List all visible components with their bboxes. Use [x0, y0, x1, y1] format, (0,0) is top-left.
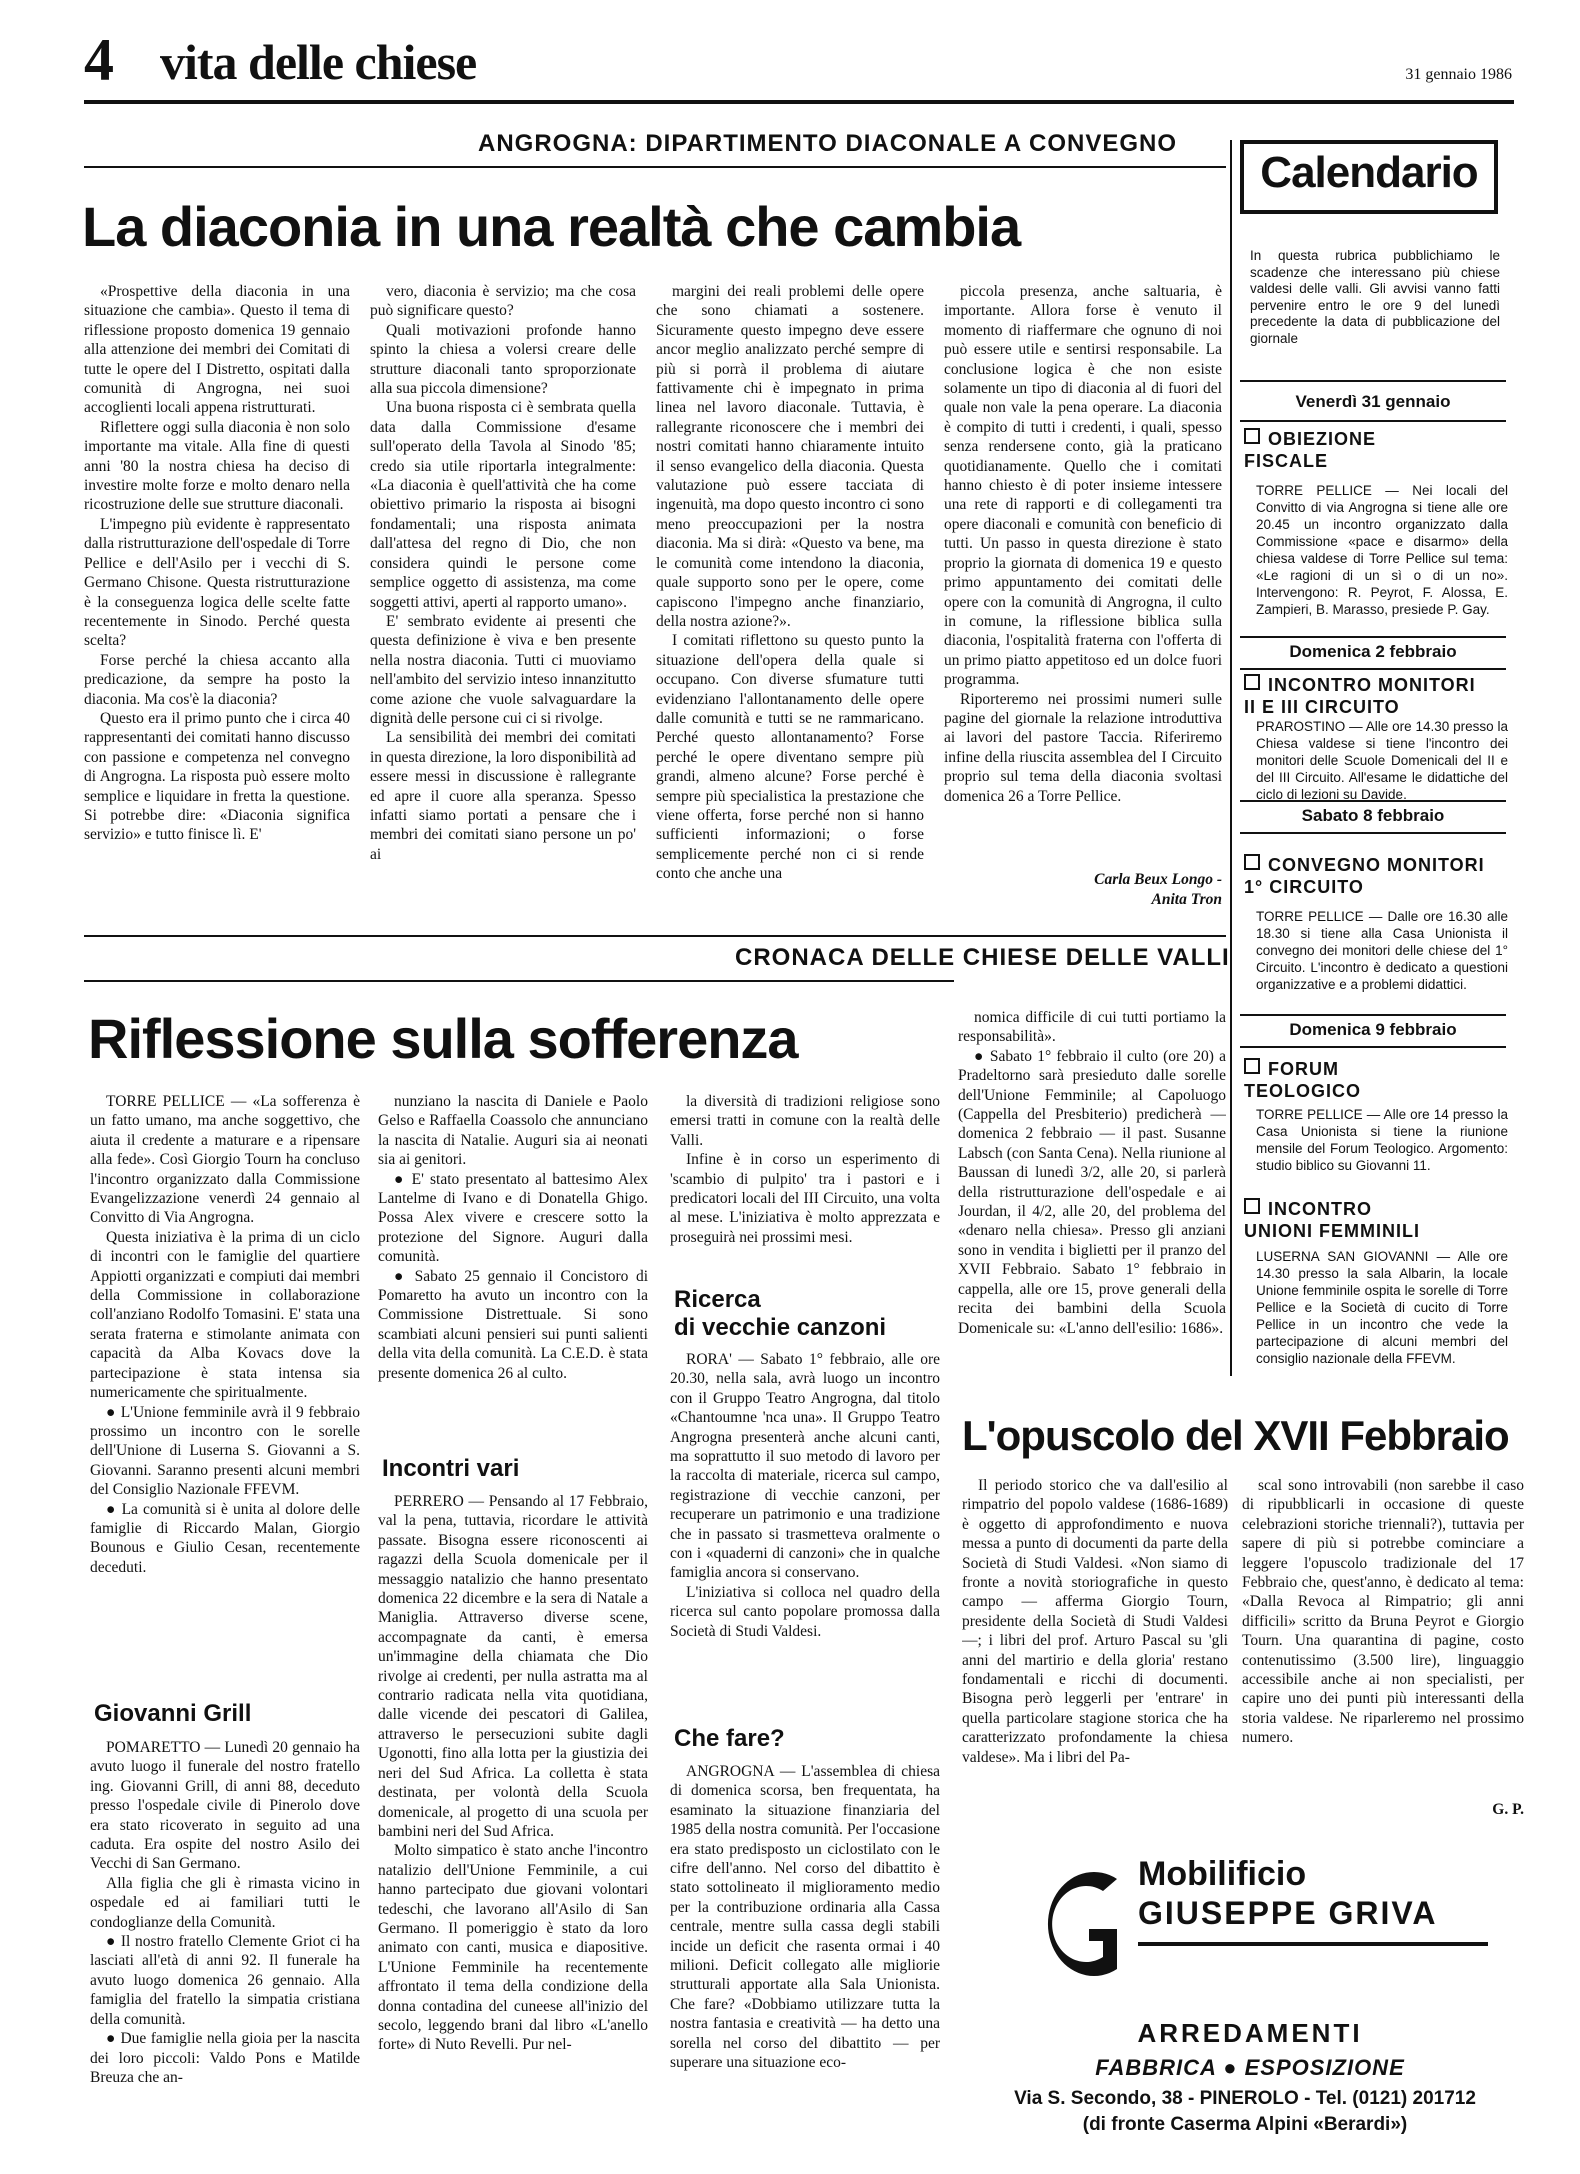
article3-col2	[1242, 1476, 1524, 1796]
paragraph: ● L'Unione femminile avrà il 9 febbraio prossimo un incontro con le sorelle dell'Unione di Luserna S. Giovanni a S. Giovanni. Saranno presenti alcuni membri del Consiglio Nazionale FFEVM.	[90, 1403, 360, 1499]
calendar-event	[1244, 428, 1506, 472]
article2-col3a	[670, 1092, 940, 1284]
calendar-intro-rule	[1240, 380, 1506, 382]
paragraph: Riporteremo nei prossimi numeri sulle pagine del giornale la relazione introduttiva ai lavori del pastore Taccia. Riferiremo infine della riuscita assemblea del I Circuito proprio sul tema della diaconia svoltasi domenica 26 a Torre Pellice.	[944, 690, 1222, 805]
ad-address: Via S. Secondo, 38 - PINEROLO - Tel. (0121) 201712	[1014, 2088, 1476, 2109]
article2-col4a	[958, 1008, 1226, 1378]
paragraph: L'iniziativa si colloca nel quadro della ricerca sul canto popolare promossa dalla Società di Studi Valdesi.	[670, 1583, 940, 1640]
paragraph: Questa iniziativa è la prima di un ciclo di incontri con le famiglie del quartiere Appiotti organizzati e compiuti dai membri della Commissione in collaborazione coll'anziano Rodolfo Tomasini. E' stata una serata fraterna e stimolante animata con capacità da Alba Kovacs dove la partecipazione è stata intensa sia numericamente che spiritualmente.	[90, 1228, 360, 1402]
article1-col3	[656, 282, 924, 922]
calendar-event-text: TORRE PELLICE — Alle ore 14 presso la Casa Unionista si tiene la riunione mensile del Forum Teologico. Argomento: studio biblico su Giovanni 11.	[1256, 1107, 1508, 1173]
paragraph: piccola presenza, anche saltuaria, è importante. Allora forse è venuto il momento di riaffermare che ognuno di noi può essere utile e sentirsi responsabile. La conclusione logica è che non esiste solamente un tipo di diaconia al di fuori del quale non vale la pena operare. La diaconia è compito di tutti i credenti, i quali, spesso senza rendersene conto, già la praticano quotidianamente. Quello che i comitati hanno chiesto è di poter insieme intessere una rete di rapporti e di collegamenti tra opere diaconali e comunità con beneficio di tutti. Un passo in questa direzione è stato proprio la giornata di domenica 19 e questo primo appuntamento dei comitati delle opere con la comunità di Angrogna, il culto in comune, la riflessione biblica sulla diaconia, l'ospitalità fraterna con l'offerta di un primo piatto appetitoso ed un dolce fuori programma.	[944, 283, 1222, 689]
calendar-day-rule	[1240, 1014, 1506, 1016]
checkbox-icon	[1244, 428, 1260, 444]
calendar-day-rule	[1240, 1046, 1506, 1048]
ad-line1: ARREDAMENTI	[1137, 2018, 1363, 2048]
paragraph: ● Due famiglie nella gioia per la nascita dei loro piccoli: Valdo Pons e Matilde Breuza che an-	[90, 2030, 360, 2086]
paragraph: nomica difficile di cui tutti portiamo la responsabilità».	[958, 1009, 1226, 1046]
calendar-event	[1244, 1198, 1506, 1242]
paragraph: Questo era il primo punto che i circa 40 rappresentanti dei comitati hanno discusso con passione e competenza nel convegno di Angrogna. La risposta può essere molto semplice e liquidare in fretta la questione. Si potrebbe dire: «Diaconia significa servizio» e tutto finisce lì. E'	[84, 709, 350, 844]
paragraph: La sensibilità dei membri dei comitati in questa direzione, la loro disponibilità ad essere messi in discussione è rallegrante ed apre il cuore alla speranza. Spesso infatti siamo portati a pensare che i membri dei comitati siano persone un po' ai	[370, 729, 636, 863]
article3-col1-text	[962, 1476, 1228, 1767]
article1-col4	[944, 282, 1222, 872]
paragraph: Una buona risposta ci è sembrata quella data dalla Commissione d'esame sull'operato della Tavola al Sinodo '85; credo sia utile riportarla integralmente: «La diaconia è quell'attività che ha come obiettivo primario la risposta ai bisogni fondamentali; una risposta animata dall'attesa del regno di Dio, che non considera quindi le persone come semplice oggetto di assistenza, ma come soggetti attivi, aperti al rapporto umano».	[370, 399, 636, 611]
calendar-day: Domenica 2 febbraio	[1289, 642, 1457, 661]
paragraph: ● E' stato presentato al battesimo Alex Lantelme di Ivano e di Donatella Ghigo. Possa Alex vivere e crescere sotto la protezione del Signore. Auguri dalla comunità.	[378, 1170, 648, 1266]
calendar-intro: In questa rubrica pubblichiamo le scadenze che interessano più chiese valdesi delle valli. Gli avvisi vanno fatti pervenire entro le ore 9 del lunedì precedente la data di pubblicazione del giornale	[1250, 248, 1500, 346]
ad-line2: FABBRICA ● ESPOSIZIONE	[1095, 2055, 1405, 2080]
paragraph: Riflettere oggi sulla diaconia è non solo importante ma vitale. Alla fine di questi anni '80 la nostra chiesa ha deciso di investire molte forze e molto denaro nella ricostruzione delle sue strutture diaconali.	[84, 418, 350, 514]
article2-col1b	[90, 1738, 360, 2148]
article2-col3c-text	[670, 1762, 940, 2073]
subhead-incontri-vari: Incontri vari	[382, 1455, 520, 1482]
calendar-day-rule	[1240, 420, 1506, 422]
calendar-event-title: OBIEZIONE FISCALE	[1244, 429, 1377, 471]
article2-col3b-text	[670, 1350, 940, 1641]
calendar-day-rule	[1240, 832, 1506, 834]
checkbox-icon	[1244, 1198, 1260, 1214]
paragraph: vero, diaconia è servizio; ma che cosa può significare questo?	[370, 283, 636, 320]
calendar-event-text: TORRE PELLICE — Nei locali del Convitto di via Angrogna si tiene alle ore 20.45 un incontro organizzato dalla Commissione «pace e disarmo» della chiesa valdese di Torre Pellice sul tema: «Le ragioni di un sì o di un no». Intervengono: R. Peyrot, F. Alossa, E. Zampieri, B. Marasso, presiede P. Gay.	[1256, 483, 1508, 617]
article2-col3b	[670, 1350, 940, 1722]
calendar-event	[1244, 1058, 1506, 1102]
calendar-event-title: INCONTRO UNIONI FEMMINILI	[1244, 1199, 1420, 1241]
calendar-event-text: TORRE PELLICE — Dalle ore 16.30 alle 18.30 si tiene alla Casa Unionista il convegno dei monitori delle chiese del 1° Circuito. L'incontro è dedicato a questioni organizzative e a problemi didattici.	[1256, 909, 1508, 992]
article2-headline: Riflessione sulla sofferenza	[88, 1007, 798, 1070]
paragraph: TORRE PELLICE — «La sofferenza è un fatto umano, ma anche soggettivo, che aiuta il credente a maturare e a ripensare alla fede». Così Giorgio Tourn ha concluso l'incontro organizzato dalla Commissione Evangelizzazione venerdì 24 gennaio al Convitto di Via Angrogna.	[90, 1093, 360, 1227]
paragraph: Alla figlia che gli è rimasta vicino in ospedale ed ai familiari tutti le condoglianze della Comunità.	[90, 1874, 360, 1931]
calendar-rule	[1230, 140, 1232, 1376]
article1-headline: La diaconia in una realtà che cambia	[82, 195, 1021, 258]
article1-col2-text	[370, 282, 636, 864]
article1-col2	[370, 282, 636, 922]
article2-col1b-text	[90, 1738, 360, 2087]
article2-col3a-text	[670, 1092, 940, 1247]
paragraph: Forse perché la chiesa accanto alla predicazione, da sempre ha posto la diaconia. Ma cos'è la diaconia?	[84, 651, 350, 708]
paragraph: Infine è in corso un esperimento di 'scambio di pulpito' tra i pastori e i predicatori locali del III Circuito, una volta al mese. L'iniziativa è molto apprezzata e proseguirà nei prossimi mesi.	[670, 1151, 940, 1246]
paragraph: ● La comunità si è unita al dolore delle famiglie di Riccardo Malan, Giorgio Bounous e Giulio Cesan, recentemente deceduti.	[90, 1500, 360, 1576]
paragraph: nunziano la nascita di Daniele e Paolo Gelso e Raffaella Coassolo che annunciano la nascita di Natalie. Auguri sia ai neonati sia ai genitori.	[378, 1093, 648, 1169]
article3-signature: G. P.	[1492, 1801, 1524, 1818]
calendar-day-rule	[1240, 668, 1506, 670]
calendar-event-title: CONVEGNO MONITORI 1° CIRCUITO	[1244, 855, 1485, 897]
paragraph: Quali motivazioni profonde hanno spinto la chiesa a volersi creare delle strutture diaconali tanto sproporzionate alla sua piccola dimensione?	[370, 321, 636, 398]
article3-col2-text	[1242, 1476, 1524, 1748]
calendar-day: Venerdì 31 gennaio	[1295, 392, 1451, 411]
article1-col4-text	[944, 282, 1222, 806]
article2-col2a-text	[378, 1092, 648, 1383]
calendar-day-rule	[1240, 636, 1506, 638]
paragraph: «Prospettive della diaconia in una situazione che cambia». Questo il tema di riflessione proposto domenica 19 gennaio alla attenzione dei membri dei Comitati di tutte le opere del I Distretto, ospitati dalla comunità di Angrogna, nei suoi accoglienti locali appena ristrutturati.	[84, 283, 350, 417]
subhead-ricerca: Ricerca di vecchie canzoni	[674, 1286, 887, 1341]
kicker2-rule	[84, 980, 954, 982]
article1-col3-text	[656, 282, 924, 884]
article2-col2b	[378, 1492, 648, 2148]
article3-headline: L'opuscolo del XVII Febbraio	[962, 1412, 1509, 1459]
ad-brand-rule	[1138, 1942, 1488, 1946]
ad-brand-line2: GIUSEPPE GRIVA	[1138, 1895, 1438, 1931]
calendar-day-rule	[1240, 800, 1506, 802]
checkbox-icon	[1244, 1058, 1260, 1074]
paragraph: margini dei reali problemi delle opere che sono chiamati a sostenere. Sicuramente questo impegno deve essere ancor meglio analizzato perché sempre di più si porrà il problema di aiutare fattivamente chi è impegnato in prima linea nel lavoro diaconale. Tuttavia, è rallegrante riconoscere che i membri dei nostri comitati hanno chiaramente intuito il senso evangelico della diaconia. Questa valutazione può essere tacciata di ingenuità, ma dopo questo incontro ci sono meno preoccupazioni per la nostra diaconia. Ma si dirà: «Questo va bene, ma le comunità come intendono la diaconia, quale supporto sono per le opere, come capiscono l'impegno anche finanziario, della nostra azione?».	[656, 283, 924, 630]
article3-col1	[962, 1476, 1228, 1822]
section-title: vita delle chiese	[160, 34, 477, 90]
article2-kicker: CRONACA DELLE CHIESE DELLE VALLI	[735, 944, 1230, 971]
paragraph: ● Sabato 1° febbraio il culto (ore 20) a Pradeltorno sarà presieduto dalle sorelle dell'Unione Femminile; al Capoluogo (Cappella del Presbiterio) predicherà — domenica 2 febbraio — il past. Susanne Labsch (con Santa Cena). Nella riunione al Baussan di lunedì 3/2, alle 20, si parlerà della ristrutturazione dell'ospedale e ai Jourdan, il 4/2, alle 20, del problema del «denaro nella chiesa». Presso gli anziani sono in vendita i biglietti per il pranzo del XVII Febbraio. Sabato 1° febbraio in cappella, alle ore 15, prove generali della recita dei bambini della Scuola Domenicale su: «L'anno dell'esilio: 1686».	[958, 1047, 1226, 1337]
paragraph: Molto simpatico è stato anche l'incontro natalizio dell'Unione Femminile, a cui hanno partecipato due giovani volontari tedeschi, che lavorano all'Asilo di San Germano. Il pomeriggio è stato da loro animato con canti, musica e diapositive. L'Unione Femminile ha recentemente affrontato il tema della condizione della donna contadina del cuneese all'inizio del secolo, leggendo brani dal libro «L'anello forte» di Nuto Revelli. Pur nel-	[378, 1842, 648, 2054]
paragraph: scal sono introvabili (non sarebbe il caso di ripubblicarli in occasione di queste celebrazioni storiche triennali?), tuttavia per sapere di più si potrebbe cominciare a leggere l'opuscolo tradizionale del 17 Febbraio che, quest'anno, è dedicato al tema: «Dalla Revoca al Rimpatrio; gli anni difficili» scritto da Bruna Peyrot e Giorgio Tourn. Una quarantina di pagine, costo contenutissimo (3.500 lire), linguaggio accessibile anche ai non specialisti, per capire uno dei punti più interessanti della storia valdese. Ne riparleremo nel prossimo numero.	[1242, 1477, 1524, 1747]
calendar-title: Calendario	[1260, 148, 1478, 197]
ad-landmark: (di fronte Caserma Alpini «Berardi»)	[1082, 2114, 1408, 2135]
calendar-day: Domenica 9 febbraio	[1289, 1020, 1457, 1039]
article2-col1a-text	[90, 1092, 360, 1577]
calendar-event	[1244, 854, 1506, 898]
article2-col2b-text	[378, 1492, 648, 2055]
article2-col2a	[378, 1092, 648, 1450]
paragraph: PERRERO — Pensando al 17 Febbraio, val la pena, tuttavia, ricordare le attività passate. Bisogna essere riconoscenti ai ragazzi della Scuola domenicale per il messaggio natalizio che hanno presentato domenica 22 dicembre e la sera di Natale a Maniglia. Attraverso diverse scene, accompagnate da canti, è emersa un'immagine della chiamata che Dio rivolge ai credenti, per nulla astratta ma al contrario radicata nella vita quotidiana, dalle vicende dei pescatori di Galilea, attraverso le persecuzioni subite dagli Ugonotti, fino alla lotta per la giustizia dei neri del Sud Africa. La colletta è stata destinata, per volontà della Scuola domenicale, al progetto di una scuola per bambini neri del Sud Africa.	[378, 1493, 648, 1840]
checkbox-icon	[1244, 854, 1260, 870]
paragraph: I comitati riflettono su questo punto la situazione dell'opera della quale si occupano. Con diverse sfumature tutti evidenziano l'allontanamento delle opere dalle comunità e tutti se ne rammaricano. Perché questo allontanamento? Forse perché le opere diventano sempre più grandi, almeno alcune? Forse perché è sempre più specialistica la prestazione che viene offerta, forse perché non si hanno sufficienti informazioni; o forse semplicemente perché non ci si rende conto che anche una	[656, 632, 924, 883]
article2-col1a	[90, 1092, 360, 1690]
article1-signature2: Anita Tron	[1151, 891, 1222, 908]
paragraph: Il periodo storico che va dall'esilio al rimpatrio del popolo valdese (1686-1689) è oggetto di approfondimento e nuova messa a punto di documenti da parte della Società di Studi Valdesi. «Non siamo di fronte a novità storiografiche in questo campo — afferma Giorgio Tourn, presidente della Società di Studi Valdesi —; i libri del prof. Arturo Pascal su 'gli anni del martirio e della gloria' restano fondamentali e ricchi di documenti. Bisogna però leggerli per 'entrare' in quella particolare stagione storica che ha caratterizzato profondamente la chiesa valdese». Ma i libri del Pa-	[962, 1477, 1228, 1766]
paragraph: L'impegno più evidente è rappresentato dalla ristrutturazione dell'ospedale di Torre Pellice e dell'Asilo per i vecchi di S. Germano Chisone. Questa ristrutturazione è la conseguenza logica delle scelte fatte recentemente in Sinodo. Perché questa scelta?	[84, 515, 350, 650]
subhead-che-fare: Che fare?	[674, 1725, 785, 1752]
article1-signature1: Carla Beux Longo -	[1094, 871, 1222, 888]
page-number: 4	[84, 27, 114, 93]
section-rule	[84, 935, 1226, 937]
paragraph: POMARETTO — Lunedì 20 gennaio ha avuto luogo il funerale del nostro fratello ing. Giovanni Grill, di anni 88, deceduto presso l'ospedale civile di Pinerolo dove era stato ricoverato in seguito ad una caduta. Era ospite del nostro Asilo dei Vecchi di San Germano.	[90, 1739, 360, 1873]
issue-date: 31 gennaio 1986	[1405, 66, 1512, 83]
paragraph: la diversità di tradizioni religiose sono emersi tratti in comune con la realtà delle Valli.	[670, 1093, 940, 1149]
article2-col3c	[670, 1762, 940, 2148]
paragraph: ANGROGNA — L'assemblea di chiesa di domenica scorsa, ben frequentata, ha esaminato la situazione finanziaria del 1985 della nostra comunità. Per l'occasione era stato predisposto un ciclostilato con le cifre dell'anno. Nel corso del dibattito è stato sottolineato il miglioramento medio per la contribuzione ordinaria alla Cassa centrale, mentre sulla cassa degli stabili incide un deficit che rasenta ormai i 40 milioni. Deficit collegato alle migliorie strutturali apportate alla Sala Unionista. Che fare? «Dobbiamo utilizzare tutta la nostra fantasia e creatività — ha detto una sorella nel corso del dibattito — per superare una situazione eco-	[670, 1763, 940, 2072]
calendar-event-title: FORUM TEOLOGICO	[1244, 1059, 1361, 1101]
kicker-rule	[84, 166, 1226, 168]
calendar-event-title: INCONTRO MONITORI II E III CIRCUITO	[1244, 675, 1476, 717]
header-rule	[84, 100, 1514, 104]
paragraph: ● Sabato 25 gennaio il Concistoro di Pomaretto ha avuto un incontro con la Commissione Distrettuale. Si sono scambiati alcuni pensieri sui punti salienti della vita della comunità. La C.E.D. è stata presente domenica 26 al culto.	[378, 1267, 648, 1382]
article2-col4a-text	[958, 1008, 1226, 1338]
griva-logo-icon	[1045, 1865, 1125, 1985]
ad-brand-line1: Mobilificio	[1138, 1855, 1307, 1893]
checkbox-icon	[1244, 674, 1260, 690]
paragraph: E' sembrato evidente ai presenti che questa definizione è viva e ben presente nella nostra diaconia. Tutti ci muoviamo nell'ambito del servizio inteso innanzitutto come azione che vuole salvaguardare la dignità delle persone cui ci si rivolge.	[370, 612, 636, 727]
calendar-event-text: LUSERNA SAN GIOVANNI — Alle ore 14.30 presso la sala Albarin, la locale Unione femminile ospita le sorelle di Torre Pellice e la Società di cucito di Torre Pellice in un incontro che vede la partecipazione di alcuni membri del consiglio nazionale della FFEVM.	[1256, 1249, 1508, 1366]
paragraph: ● Il nostro fratello Clemente Griot ci ha lasciati all'età di anni 92. Il funerale ha avuto luogo domenica 26 gennaio. Alla famiglia del fratello la simpatia cristiana della comunità.	[90, 1933, 360, 2028]
article1-col1	[84, 282, 350, 922]
subhead-giovanni-grill: Giovanni Grill	[94, 1700, 252, 1727]
article1-kicker: ANGROGNA: DIPARTIMENTO DIACONALE A CONVEGNO	[478, 130, 1178, 157]
calendar-day: Sabato 8 febbraio	[1301, 806, 1445, 825]
calendar-event	[1244, 674, 1506, 718]
paragraph: RORA' — Sabato 1° febbraio, alle ore 20.30, nella sala, avrà luogo un incontro con il Gruppo Teatro Angrogna, dal titolo «Chantoumne 'nca una». Il Gruppo Teatro Angrogna presenterà anche alcuni canti, ma soprattutto il suo metodo di lavoro per la raccolta di materiale, ricerca sul campo, registrazione di vecchie canzoni, per recuperare un patrimonio e una tradizione che in passato si trasmetteva oralmente o con i «quaderni di canzoni» che in qualche famiglia ancora si conservano.	[670, 1351, 940, 1582]
calendar-event-text: PRAROSTINO — Alle ore 14.30 presso la Chiesa valdese si tiene l'incontro dei monitori delle Scuole Domenicali del II e del III Circuito. All'esame le didattiche del ciclo di lezioni su Davide.	[1256, 719, 1508, 802]
article1-col1-text	[84, 282, 350, 845]
